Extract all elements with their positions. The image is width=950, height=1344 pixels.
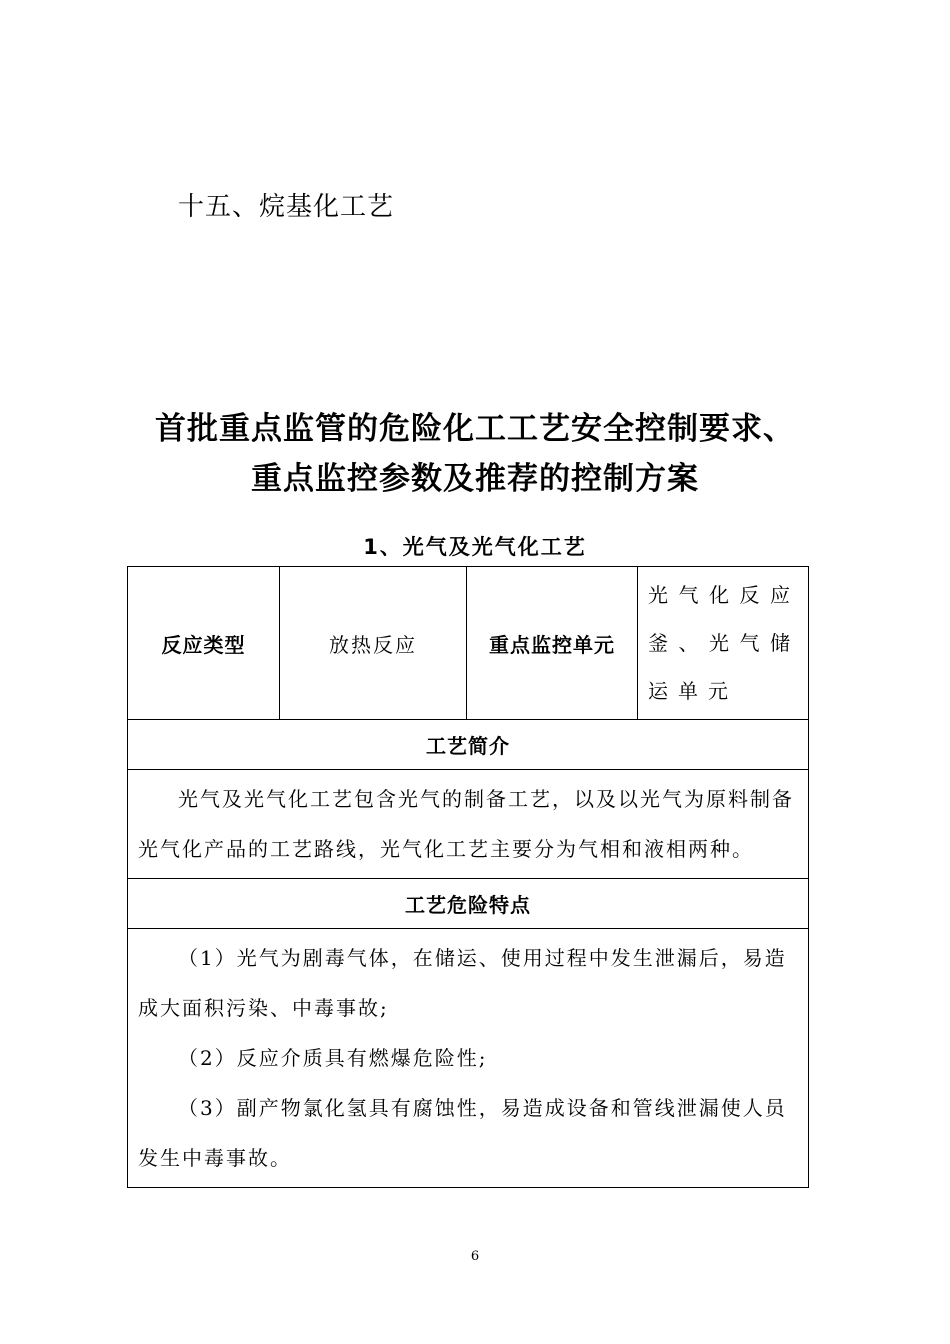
- hazard-item: （2）反应介质具有燃爆危险性;: [178, 1046, 488, 1070]
- monitor-unit-label: 重点监控单元: [467, 567, 638, 720]
- reaction-type-label: 反应类型: [128, 567, 280, 720]
- document-title-line-2: 重点监控参数及推荐的控制方案: [251, 461, 699, 497]
- monitor-unit-value: 光气化反应釜、光气储运单元: [638, 567, 809, 720]
- hazard-cell: [128, 929, 809, 1188]
- intro-text: 光气及光气化工艺包含光气的制备工艺，以及以光气为原料制备光气化产品的工艺路线，光气化工艺主要分为气相和液相两种。: [138, 787, 794, 861]
- document-title-line-1: 首批重点监管的危险化工工艺安全控制要求、: [155, 411, 795, 447]
- hazard-body-row: [128, 929, 809, 1188]
- intro-body-row: [128, 770, 809, 879]
- hazard-header: 工艺危险特点: [128, 879, 809, 929]
- page-number: 6: [470, 1249, 480, 1264]
- list-item-alkylation: 十五、烷基化工艺: [178, 192, 395, 222]
- hazard-item: （1）光气为剧毒气体，在储运、使用过程中发生泄漏后，易造成大面积污染、中毒事故;: [138, 946, 787, 1020]
- reaction-type-value: 放热反应: [280, 567, 467, 720]
- hazard-item: （3）副产物氯化氢具有腐蚀性，易造成设备和管线泄漏使人员发生中毒事故。: [138, 1096, 787, 1170]
- intro-cell: [128, 770, 809, 879]
- intro-header-row: [128, 720, 809, 770]
- intro-header: 工艺简介: [128, 720, 809, 770]
- hazard-header-row: [128, 879, 809, 929]
- section-title: 1、光气及光气化工艺: [363, 535, 587, 559]
- process-table: [127, 566, 809, 1188]
- reaction-row: [128, 567, 809, 720]
